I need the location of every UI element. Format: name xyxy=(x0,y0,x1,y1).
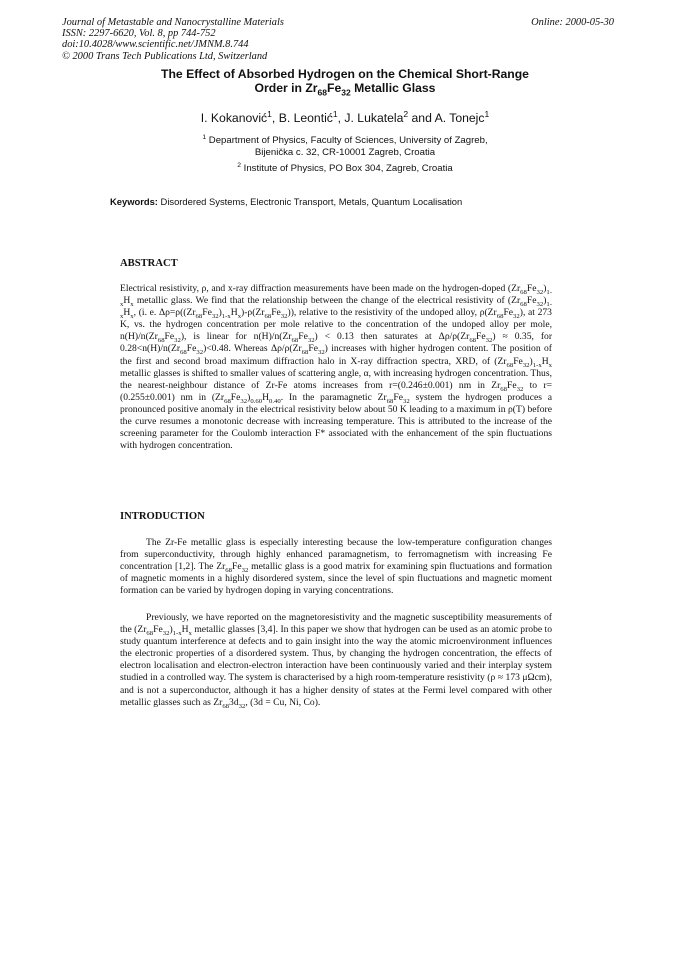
sub: 32 xyxy=(536,301,544,308)
sub: 32 xyxy=(280,313,288,321)
sub: 68 xyxy=(496,313,504,321)
journal-doi[interactable]: doi:10.4028/www.scientific.net/JMNM.8.744 xyxy=(62,39,249,51)
abstract-text: Electrical resistivity, ρ, and x-ray diffraction measurements have been made on the hydrogen-doped $(Zr_{68}Fe_{32})_{1-x}H_x$ metallic glass. We find that the relationship between the change of the electrical resistivity of $(Zr_{68}Fe_{32})_{1-x}H_x$, (i. e. $\Delta\rho=\rho((Zr_{68}Fe_{32})_{1-x}H_x)-\rho(Zr_{68}Fe_{32})$), relative to the resistivity of the undoped alloy, $\rho(Zr_{68}Fe_{32})$, at 273 K, vs. the hydrogen concentration per mole relative to the concentration of the undoped alloy per mole, $n(H)/n(Zr_{68}Fe_{32})$, is linear for $n(H)/n(Zr_{68}Fe_{32}) < 0.13$ then saturates at $\Delta\rho/\rho(Zr_{68}Fe_{32}) \approx 0.35$, for $0.28<n(H)/n(Zr_{68}Fe_{32})<0.48$. Whereas $\Delta\rho/\rho(Zr_{68}Fe_{32})$ increases with higher hydrogen content. The position of the first and second broad maximum diffraction halo in X-ray diffraction spectra, XRD, of $(Zr_{68}Fe_{32})_{1-x}H_x$ metallic glasses is shifted to smaller values of scattering angle, α, with increasing hydrogen concentration. Thus, the nearest-neighbour distance of Zr-Fe atoms increases from r=(0.246±0.001) nm in $Zr_{68}Fe_{32}$ to r=(0.255±0.001) nm in $(Zr_{68}Fe_{32})_{0.60}H_{0.40}$. In the paramagnetic $Zr_{68}Fe_{32}$ system the hydrogen produces a pronounced positive anomaly in the electrical resistivity below about 50 K leading to a maximum in ρ(T) before the curve resumes a monotonic decrease with increasing temperature. This is attributed to the increase of the screening parameter for the Coulomb interaction F* associated with the enhancement of the spin fluctuations with hydrogen concentration. xyxy=(120,283,553,452)
text: is linear for n(H)/n(Zr xyxy=(193,331,292,343)
text: Fe xyxy=(153,624,163,636)
sub: 68 xyxy=(195,313,203,321)
author-name: A. Tonejc xyxy=(434,111,485,125)
text: ) xyxy=(529,355,533,367)
affiliation-1 xyxy=(80,135,610,158)
text: Fe xyxy=(393,391,403,403)
journal-header xyxy=(62,17,622,62)
text: ) xyxy=(218,307,222,319)
author-name: B. Leontić xyxy=(278,111,333,125)
intro-paragraph-2 xyxy=(120,612,552,709)
text: metallic glasses [3,4]. In this paper we show that hydrogen can be used as an atomic probe to study quantum interference at defects and to gain insight into the way the atomic microenvironment influences the electronic properties of a disordered system. Thus, by changing the hydrogen concentration, the effects of electron localisation and electron-electron interaction have been continuously varied and their interplay system studied in a controlled way. The system is characterised by a high room-temperature resistivity (ρ ≈ 173 μΩcm), and is not a superconductor, although it has a higher density of states at the Fermi level compared with other metallic glasses such as Zr xyxy=(120,624,553,708)
sub: 32 xyxy=(241,567,249,575)
sub: 32 xyxy=(402,397,410,405)
title-line-1: The Effect of Absorbed Hydrogen on the Chemical Short-Range xyxy=(161,67,529,81)
online-date: Online: 2000-05-30 xyxy=(531,17,614,28)
text: metallic glass. We find that the relationship between the change of the electrical resistivity of (Zr xyxy=(136,295,521,307)
sub: 32 xyxy=(307,337,315,345)
sub: 1-x xyxy=(172,630,182,637)
sub: 32 xyxy=(240,397,248,405)
text: , xyxy=(133,307,137,319)
keywords-label: Keywords: xyxy=(110,196,158,207)
sub: 1-x xyxy=(221,313,231,321)
sub: 68 xyxy=(264,313,272,321)
author-name: I. Kokanović xyxy=(200,111,268,125)
paper-title xyxy=(80,67,610,98)
journal-issn: ISSN: 2297-6620, Vol. 8, pp 744-752 xyxy=(62,28,216,40)
text: Electrical resistivity, ρ, and x-ray diffraction measurements have been made on the hydrogen-doped (Zr xyxy=(120,283,521,294)
affiliation-text: Institute of Physics, PO Box 304, Zagreb, Croatia xyxy=(241,163,453,174)
sub: 68 xyxy=(146,630,154,637)
author-list xyxy=(80,108,610,125)
text: to r=(0.255±0.001) nm in (Zr xyxy=(120,379,553,403)
affiliation-mark: 1 xyxy=(332,108,338,119)
keywords-text: Disordered Systems, Electronic Transport, Metals, Quantum Localisation xyxy=(157,196,463,207)
sub: 68 xyxy=(520,288,527,296)
author-separator: , xyxy=(337,111,345,125)
affiliation-number: 1 xyxy=(202,133,207,141)
sub: 1-x xyxy=(120,288,552,308)
text: metallic glasses is shifted to smaller values of scattering angle, α, with increasing hydrogen concentration. Thus, the nearest-neighbour distance of Zr-Fe atoms increases from r=(0.246±0.001) nm in Zr xyxy=(120,367,552,391)
text: H xyxy=(123,295,131,307)
sub: 68 xyxy=(500,385,508,393)
title-sub: 68 xyxy=(317,87,328,98)
sub: 32 xyxy=(513,313,520,321)
affiliation-2 xyxy=(80,163,610,175)
text: Fe xyxy=(507,379,517,391)
text: H xyxy=(123,307,131,319)
sub: 68 xyxy=(225,567,233,575)
affiliation-line xyxy=(80,163,610,175)
intro-paragraph-1 xyxy=(120,537,552,597)
text: Fe xyxy=(308,343,318,355)
sub: 68 xyxy=(157,337,165,345)
text: Fe xyxy=(503,307,514,319)
title-text: Order in Zr xyxy=(254,81,318,95)
section-heading-introduction: INTRODUCTION xyxy=(120,511,205,522)
journal-copyright: © 2000 Trans Tech Publications Ltd, Switzerland xyxy=(62,50,268,62)
text: Fe xyxy=(230,391,241,403)
text: Fe xyxy=(513,355,523,367)
sub: x xyxy=(130,313,134,321)
text: metallic glass is a good matrix for examining spin fluctuations and formation of magnetic moments in a highly disordered system, since the level of spin fluctuations and magnetic moment formation can be varied by hydrogen doping in varying concentrations. xyxy=(120,561,552,597)
title-line-2 xyxy=(80,81,610,98)
sub: 68 xyxy=(301,349,309,357)
text: In the paramagnetic Zr xyxy=(288,391,387,403)
title-text: Fe xyxy=(327,81,342,95)
sub: x xyxy=(237,313,242,321)
text: ) xyxy=(169,624,173,636)
text: Fe xyxy=(526,295,537,307)
sub: 0.40 xyxy=(269,397,281,405)
title-sub: 32 xyxy=(341,87,351,98)
affiliation-line xyxy=(80,135,610,147)
title-text: Metallic Glass xyxy=(350,81,436,95)
sub: 32 xyxy=(238,702,246,710)
text: , (3d = Cu, Ni, Co). xyxy=(245,696,321,708)
text: system the hydrogen produces a pronounced positive anomaly in the electrical resistivity below about 50 K leading to a maximum in ρ(T) before the curve resumes a monotonic decrease with increasing temperature. This is attributed to the increase of the screening parameter for the Coulomb interaction F* associated with the enhancement of the spin fluctuations with hydrogen concentration. xyxy=(120,391,553,452)
affiliation-mark: 1 xyxy=(267,108,272,119)
affiliation-address: Bijenička c. 32, CR-10001 Zagreb, Croatia xyxy=(254,146,436,158)
sub: 68 xyxy=(386,397,394,405)
sub: 32 xyxy=(522,361,530,369)
text: increases with higher hydrogen content. The position of the first and second broad maximum diffraction halo in X-ray diffraction spectra, XRD, of (Zr xyxy=(120,343,553,367)
text: < 0.13 then saturates at Δρ/ρ(Zr xyxy=(324,331,470,343)
sub: 0.60 xyxy=(250,397,263,405)
author-separator: and xyxy=(408,111,435,125)
text: ) xyxy=(543,295,547,307)
affiliation-text: Department of Physics, Faculty of Sciences, University of Zagreb, xyxy=(206,135,488,146)
text: ≈ 0.35, for 0.28<n(H)/n(Zr xyxy=(120,331,553,355)
sub: 32 xyxy=(536,288,544,296)
sub: x xyxy=(188,630,192,637)
sub: 32 xyxy=(196,349,204,357)
text: Fe xyxy=(202,307,212,319)
sub: 68 xyxy=(520,301,527,308)
sub: 32 xyxy=(211,313,219,321)
text: Fe xyxy=(526,283,537,294)
text: Fe xyxy=(298,331,308,343)
text: Fe xyxy=(271,307,281,319)
sub: 32 xyxy=(317,349,325,357)
text: H xyxy=(262,391,270,403)
sub: x xyxy=(130,301,134,308)
sub: 32 xyxy=(485,337,493,345)
author-separator: , xyxy=(271,111,279,125)
keywords xyxy=(110,196,610,207)
section-heading-abstract: ABSTRACT xyxy=(120,258,178,269)
sub: 68 xyxy=(224,397,231,405)
sub: x xyxy=(548,361,552,369)
sub: 68 xyxy=(180,349,187,357)
sub: 32 xyxy=(516,385,524,393)
affiliation-mark: 1 xyxy=(484,108,490,119)
text: H xyxy=(230,307,238,319)
sub: 68 xyxy=(469,337,477,345)
text: ) xyxy=(543,283,547,294)
sub: 1-x xyxy=(532,361,542,369)
journal-name: Journal of Metastable and Nanocrystalline Materials xyxy=(62,17,284,28)
sub: 32 xyxy=(162,630,170,637)
text: H xyxy=(541,355,549,367)
text: Fe xyxy=(164,331,175,343)
text: relative to the resistivity of the undoped alloy, ρ(Zr xyxy=(298,307,497,319)
text: H xyxy=(181,624,189,636)
sub: 68 xyxy=(291,337,299,345)
text: 3d xyxy=(229,696,239,708)
sub: 1-x xyxy=(120,301,552,321)
text: The Zr-Fe metallic glass is especially interesting because the low-temperature configuration changes from superconductivity, through highly enhanced paramagnetism, to ferromagnetism with increasing Fe concentration [1,2]. The Zr xyxy=(120,537,552,573)
text: <0.48. Whereas Δρ/ρ(Zr xyxy=(206,343,302,355)
author-name: J. Lukatela xyxy=(344,111,404,125)
affiliation-number: 2 xyxy=(237,161,242,169)
sub: 68 xyxy=(222,702,230,710)
text: Previously, we have reported on the magnetoresistivity and the magnetic susceptibility measurements of the (Zr xyxy=(120,612,552,636)
text: (i. e. Δρ=ρ((Zr xyxy=(138,307,196,319)
sub: 32 xyxy=(174,337,181,345)
text: Fe xyxy=(186,343,197,355)
sub: 68 xyxy=(506,361,514,369)
text: Fe xyxy=(476,331,486,343)
text: at 273 K, vs. the hydrogen concentration per mole relative to the concentration of the undoped alloy per mole, n(H)/n(Zr xyxy=(120,307,552,343)
affiliation-mark: 2 xyxy=(403,108,409,119)
text: Fe xyxy=(232,561,242,573)
